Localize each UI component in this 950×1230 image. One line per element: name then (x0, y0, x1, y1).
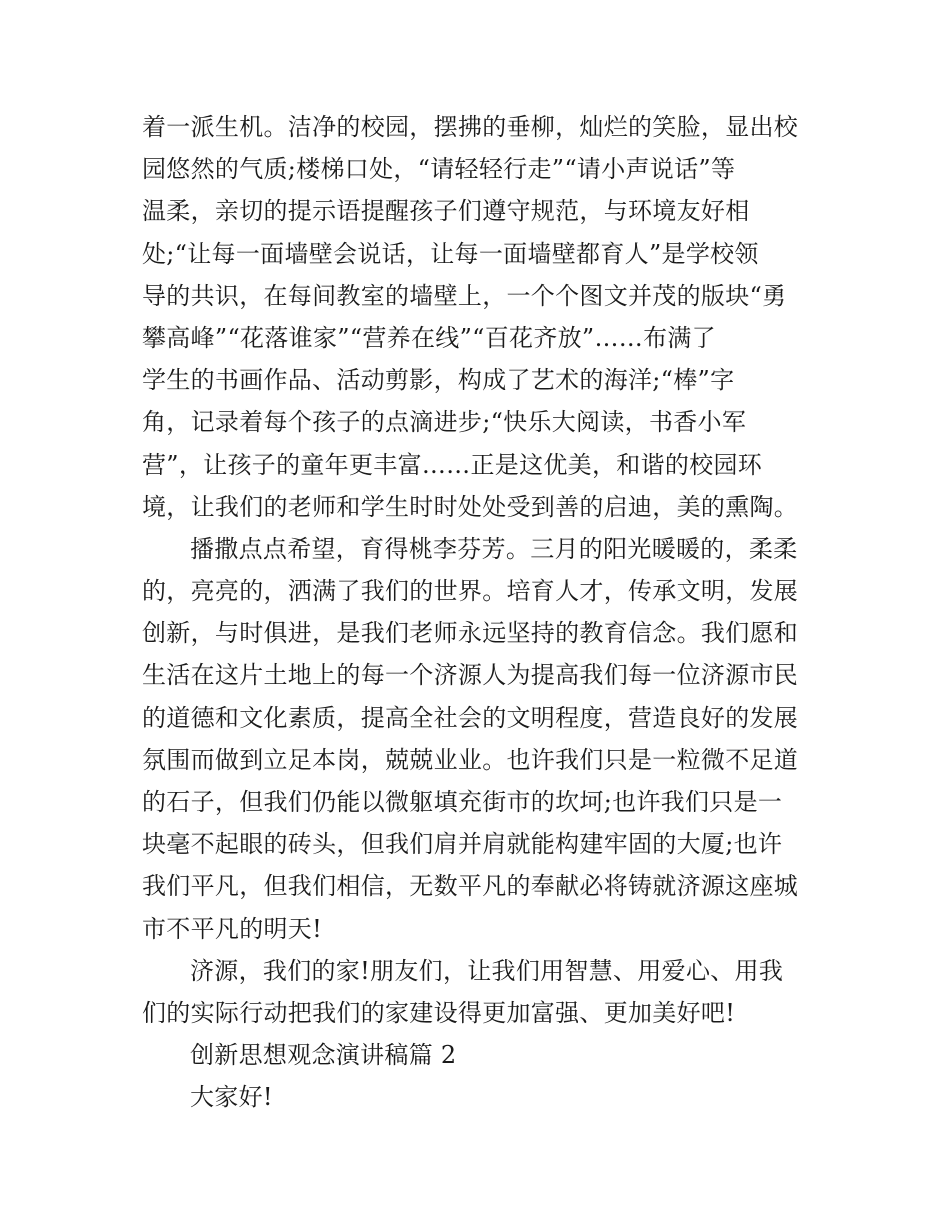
paragraph-start-line: 播撒点点希望，育得桃李芬芳。三月的阳光暖暖的，柔柔 (190, 534, 798, 563)
text-line: 园悠然的气质;楼梯口处，“请轻轻行走”“请小声说话”等 (142, 155, 736, 184)
text-line: 境，让我们的老师和学生时时处处受到善的启迪，美的熏陶。 (142, 492, 799, 521)
text-line: 氛围而做到立足本岗，兢兢业业。也许我们只是一粒微不足道 (142, 745, 799, 774)
text-line: 着一派生机。洁净的校园，摆拂的垂柳，灿烂的笑脸，显出校 (142, 113, 799, 141)
text-line: 攀高峰”“花落谁家”“营养在线”“百花齐放”……布满了 (142, 323, 716, 352)
text-line: 温柔，亲切的提示语提醒孩子们遵守规范，与环境友好相 (142, 197, 750, 226)
text-line: 营”，让孩子的童年更丰富……正是这优美，和谐的校园环 (142, 450, 763, 479)
text-line: 生活在这片土地上的每一个济源人为提高我们每一位济源市民 (142, 661, 799, 690)
text-line: 的，亮亮的，洒满了我们的世界。培育人才，传承文明，发展 (142, 577, 799, 606)
text-line: 我们平凡，但我们相信，无数平凡的奉献必将铸就济源这座城 (142, 872, 799, 901)
text-line: 市不平凡的明天! (142, 914, 323, 943)
text-line: 们的实际行动把我们的家建设得更加富强、更加美好吧! (142, 998, 736, 1027)
greeting-line: 大家好! (190, 1083, 273, 1112)
text-line: 角，记录着每个孩子的点滴进步;“快乐大阅读，书香小军 (142, 408, 747, 437)
text-line: 的石子，但我们仍能以微躯填充街市的坎坷;也许我们只是一 (142, 788, 783, 816)
section-heading: 创新思想观念演讲稿篇 2 (190, 1041, 457, 1070)
text-line: 创新，与时俱进，是我们老师永远坚持的教育信念。我们愿和 (142, 619, 799, 648)
paragraph-start-line: 济源，我们的家!朋友们，让我们用智慧、用爱心、用我 (190, 956, 784, 985)
document-body (142, 106, 822, 1119)
text-line: 处;“让每一面墙壁会说话，让每一面墙壁都育人”是学校领 (142, 239, 759, 268)
text-line: 块毫不起眼的砖头，但我们肩并肩就能构建牢固的大厦;也许 (142, 830, 783, 859)
text-line: 学生的书画作品、活动剪影，构成了艺术的海洋;“棒”字 (142, 366, 735, 395)
text-line: 的道德和文化素质，提高全社会的文明程度，营造良好的发展 (142, 703, 799, 732)
text-line: 导的共识，在每间教室的墙壁上，一个个图文并茂的版块“勇 (142, 281, 787, 310)
